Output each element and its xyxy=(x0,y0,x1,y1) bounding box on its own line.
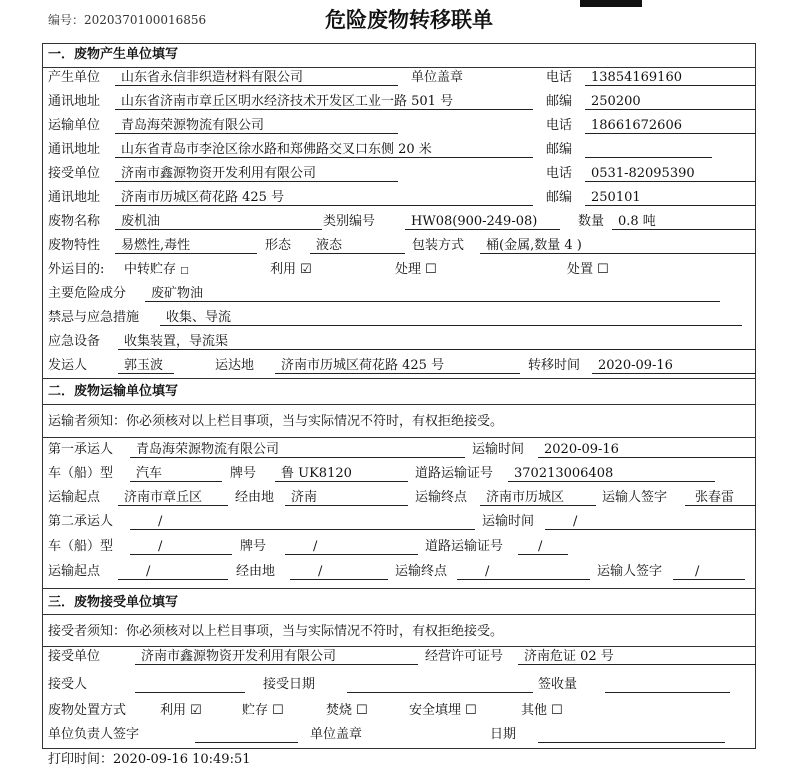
option-label: 处置 xyxy=(567,262,594,277)
checked-checkbox-icon[interactable]: ☑ xyxy=(300,262,312,277)
checkbox-icon[interactable]: ☐ xyxy=(551,703,563,718)
divider xyxy=(42,67,756,68)
receiver-field[interactable]: 济南市鑫源物资开发利用有限公司 xyxy=(115,165,398,182)
transporter-field[interactable]: 青岛海荣源物流有限公司 xyxy=(115,117,398,134)
carrier2-via-field[interactable]: / xyxy=(290,563,388,580)
carrier1-time-field[interactable]: 2020-09-16 xyxy=(538,441,756,458)
receive-notice: 接受者须知：你必须核对以上栏目事项，当与实际情况不符时，有权拒绝接受。 xyxy=(48,624,504,639)
receive-unit-label: 接受单位 xyxy=(48,649,101,664)
receive-unit-field[interactable]: 济南市鑫源物资开发利用有限公司 xyxy=(135,648,418,665)
phone-label: 电话 xyxy=(546,118,573,133)
start-label: 运输起点 xyxy=(48,490,101,505)
receiver-person-field[interactable] xyxy=(135,676,245,693)
amount-field[interactable] xyxy=(605,676,730,693)
section1-title: 一．废物产生单位填写 xyxy=(48,47,179,62)
permit-label: 道路运输证号 xyxy=(425,539,504,554)
carrier2-vehicle-field[interactable]: / xyxy=(130,538,232,555)
divider xyxy=(42,588,756,589)
sender-field[interactable]: 郭玉波 xyxy=(118,357,174,374)
carrier2-start-field[interactable]: / xyxy=(118,563,228,580)
addr-label: 通讯地址 xyxy=(48,94,101,109)
zip-label: 邮编 xyxy=(546,142,573,157)
producer-phone-field[interactable]: 13854169160 xyxy=(585,69,756,86)
method-option-store[interactable] xyxy=(242,702,284,720)
amount-label: 签收量 xyxy=(538,677,578,692)
waste-name-label: 废物名称 xyxy=(48,214,101,229)
time-label: 运输时间 xyxy=(482,514,535,529)
option-label: 利用 xyxy=(270,262,297,277)
zip-label: 邮编 xyxy=(546,94,573,109)
carrier2-plate-field[interactable]: / xyxy=(285,538,418,555)
time-label: 运输时间 xyxy=(472,442,525,457)
carrier1-plate-field[interactable]: 鲁 UK8120 xyxy=(275,465,408,482)
sign-date-label: 日期 xyxy=(490,727,517,742)
sign-label: 运输人签字 xyxy=(602,490,668,505)
taboo-field[interactable]: 收集、导流 xyxy=(160,309,742,326)
hazard-field[interactable]: 废矿物油 xyxy=(145,285,720,302)
plate-label: 牌号 xyxy=(240,539,267,554)
receiver-label: 接受单位 xyxy=(48,166,101,181)
carrier2-sign-field[interactable]: / xyxy=(673,563,745,580)
seal-label: 单位盖章 xyxy=(411,70,464,85)
dest-field[interactable]: 济南市历城区荷花路 425 号 xyxy=(275,357,520,374)
checked-checkbox-icon[interactable]: ☑ xyxy=(190,703,202,718)
transfer-date-label: 转移时间 xyxy=(528,358,581,373)
carrier1-vehicle-field[interactable]: 汽车 xyxy=(130,465,222,482)
checkbox-icon[interactable]: ☐ xyxy=(465,703,477,718)
transfer-date-field[interactable]: 2020-09-16 xyxy=(592,357,756,374)
divider xyxy=(42,646,756,647)
section2-title: 二．废物运输单位填写 xyxy=(48,384,179,399)
head-sign-label: 单位负责人签字 xyxy=(48,727,140,742)
divider xyxy=(42,404,756,405)
dest-label: 运达地 xyxy=(215,358,255,373)
divider xyxy=(42,614,756,615)
qr-code xyxy=(580,0,642,7)
receiver-phone-field[interactable]: 0531-82095390 xyxy=(585,165,756,182)
checkbox-icon[interactable]: ☐ xyxy=(272,703,284,718)
end-label: 运输终点 xyxy=(395,564,448,579)
start-label: 运输起点 xyxy=(48,564,101,579)
form-field[interactable]: 液态 xyxy=(310,237,405,254)
carrier1-sign-field[interactable]: 张春雷 xyxy=(685,489,756,506)
pack-field[interactable]: 桶(金属,数量 4 ) xyxy=(480,237,756,254)
receive-date-label: 接受日期 xyxy=(263,677,316,692)
category-field[interactable]: HW08(900-249-08) xyxy=(405,213,560,230)
equip-label: 应急设备 xyxy=(48,334,101,349)
producer-zip-field[interactable]: 250200 xyxy=(585,93,756,110)
purpose-option-treat[interactable] xyxy=(395,261,437,279)
carrier2-field[interactable]: / xyxy=(130,513,475,530)
checkbox-icon[interactable]: ☐ xyxy=(425,262,437,277)
option-label: 安全填埋 xyxy=(409,703,462,718)
method-option-incinerate[interactable] xyxy=(326,702,368,720)
option-label: 其他 xyxy=(521,703,548,718)
carrier2-label: 第二承运人 xyxy=(48,514,114,529)
method-label: 废物处置方式 xyxy=(48,703,127,718)
serial-number xyxy=(48,11,206,29)
option-label: 贮存 xyxy=(242,703,269,718)
carrier1-permit-field[interactable]: 370213006408 xyxy=(508,465,715,482)
purpose-option-utilize[interactable] xyxy=(270,261,312,279)
method-option-utilize[interactable] xyxy=(160,702,202,720)
license-field[interactable]: 济南危证 02 号 xyxy=(518,648,756,665)
carrier1-label: 第一承运人 xyxy=(48,442,114,457)
addr-label: 通讯地址 xyxy=(48,142,101,157)
head-sign-field[interactable] xyxy=(195,726,298,743)
receive-date-field[interactable] xyxy=(347,676,533,693)
print-time xyxy=(48,751,251,768)
transporter-phone-field[interactable]: 18661672606 xyxy=(585,117,756,134)
transporter-label: 运输单位 xyxy=(48,118,101,133)
hazard-label: 主要危险成分 xyxy=(48,286,127,301)
carrier1-via-field[interactable]: 济南 xyxy=(285,489,408,506)
plate-label: 牌号 xyxy=(230,466,257,481)
option-label: 处理 xyxy=(395,262,422,277)
checkbox-icon[interactable]: ☐ xyxy=(597,262,609,277)
transport-notice: 运输者须知：你必须核对以上栏目事项，当与实际情况不符时，有权拒绝接受。 xyxy=(48,414,504,429)
checkbox-icon[interactable]: ☐ xyxy=(356,703,368,718)
end-label: 运输终点 xyxy=(415,490,468,505)
option-label: 中转贮存 xyxy=(124,262,177,277)
producer-label: 产生单位 xyxy=(48,70,101,85)
sender-label: 发运人 xyxy=(48,358,88,373)
taboo-label: 禁忌与应急措施 xyxy=(48,310,140,325)
property-field[interactable]: 易燃性,毒性 xyxy=(115,237,257,254)
option-label: 利用 xyxy=(160,703,187,718)
waste-name-field[interactable]: 废机油 xyxy=(115,213,322,230)
print-time-label: 打印时间： xyxy=(48,752,114,767)
zip-label: 邮编 xyxy=(546,190,573,205)
print-time-value: 2020-09-16 10:49:51 xyxy=(113,752,251,767)
section3-title: 三．废物接受单位填写 xyxy=(48,595,179,610)
producer-addr-field[interactable]: 山东省济南市章丘区明水经济技术开发区工业一路 501 号 xyxy=(115,93,533,110)
equip-field[interactable]: 收集装置，导流渠 xyxy=(118,333,756,350)
page-title: 危险废物转移联单 xyxy=(325,8,493,32)
divider xyxy=(42,378,756,379)
sign-label: 运输人签字 xyxy=(597,564,663,579)
phone-label: 电话 xyxy=(546,166,573,181)
carrier1-start-field[interactable]: 济南市章丘区 xyxy=(118,489,228,506)
receiver-person-label: 接受人 xyxy=(48,677,88,692)
option-label: 焚烧 xyxy=(326,703,353,718)
vehicle-label: 车（船）型 xyxy=(48,539,114,554)
receiver-addr-field[interactable]: 济南市历城区荷花路 425 号 xyxy=(115,189,533,206)
addr-label: 通讯地址 xyxy=(48,190,101,205)
method-option-landfill[interactable] xyxy=(409,702,477,720)
carrier2-permit-field[interactable]: / xyxy=(518,538,568,555)
via-label: 经由地 xyxy=(236,564,276,579)
property-label: 废物特性 xyxy=(48,238,101,253)
transporter-zip-field[interactable] xyxy=(585,141,712,158)
purpose-label: 外运目的: xyxy=(48,262,105,277)
category-label: 类别编号 xyxy=(323,214,376,229)
method-option-other[interactable] xyxy=(521,702,563,720)
pack-label: 包装方式 xyxy=(412,238,465,253)
permit-label: 道路运输证号 xyxy=(415,466,494,481)
carrier1-field[interactable]: 青岛海荣源物流有限公司 xyxy=(130,441,465,458)
divider xyxy=(42,437,756,438)
license-label: 经营许可证号 xyxy=(425,649,504,664)
serial-label: 编号： xyxy=(48,13,85,27)
carrier1-end-field[interactable]: 济南市历城区 xyxy=(480,489,596,506)
producer-field[interactable]: 山东省永信非织造材料有限公司 xyxy=(115,69,398,86)
carrier2-time-field[interactable]: / xyxy=(545,513,756,530)
purpose-option-transit[interactable] xyxy=(124,261,189,279)
qty-field[interactable]: 0.8 吨 xyxy=(612,213,756,230)
sign-date-field[interactable] xyxy=(538,726,725,743)
form-label: 形态 xyxy=(265,238,292,253)
purpose-option-dispose[interactable] xyxy=(567,261,609,279)
phone-label: 电话 xyxy=(546,70,573,85)
vehicle-label: 车（船）型 xyxy=(48,466,114,481)
transporter-addr-field[interactable]: 山东省青岛市李沧区徐水路和郑佛路交叉口东侧 20 米 xyxy=(115,141,533,158)
seal-label: 单位盖章 xyxy=(310,727,363,742)
checkbox-icon[interactable]: □ xyxy=(180,266,189,276)
qty-label: 数量 xyxy=(578,214,605,229)
receiver-zip-field[interactable]: 250101 xyxy=(585,189,756,206)
carrier2-end-field[interactable]: / xyxy=(457,563,590,580)
via-label: 经由地 xyxy=(235,490,275,505)
serial-value: 2020370100016856 xyxy=(84,13,207,27)
